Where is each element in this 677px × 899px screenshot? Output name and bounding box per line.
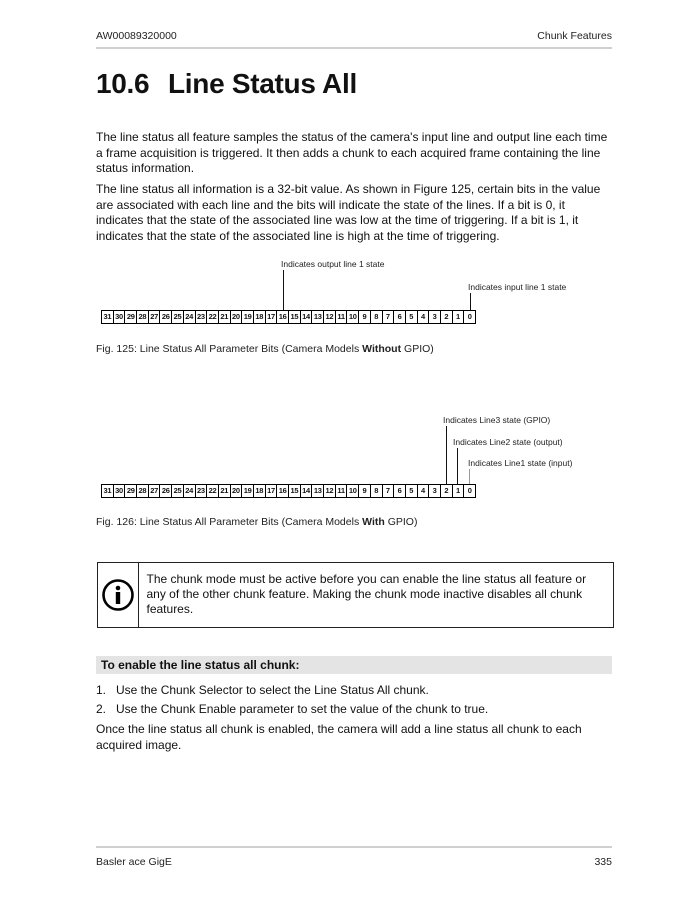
bit-cell-12: 12 (324, 311, 336, 323)
bit-cell-3: 3 (429, 311, 441, 323)
bit-cell-19: 19 (242, 311, 254, 323)
bit-cell-14: 14 (301, 485, 313, 497)
bit-cell-16: 16 (277, 485, 289, 497)
bit-cell-26: 26 (160, 311, 172, 323)
note-icon-cell (98, 563, 139, 627)
bit-cell-2: 2 (441, 485, 453, 497)
bit-cell-0: 0 (467, 312, 472, 321)
bit-cell-27: 27 (149, 485, 161, 497)
step-text: Use the Chunk Selector to select the Line Status All chunk. (116, 683, 429, 697)
bit-cell-30: 30 (114, 311, 126, 323)
bit-cell-27: 27 (149, 311, 161, 323)
annotation-line1-input: Indicates Line1 state (input) (468, 458, 573, 468)
bit-cell-16: 16 (277, 311, 289, 323)
section-title-text: Line Status All (168, 68, 357, 99)
step-number: 1. (96, 683, 107, 697)
footer-product: Basler ace GigE (96, 856, 172, 868)
procedure-heading-text: To enable the line status all chunk: (101, 658, 300, 672)
procedure-heading (96, 656, 612, 674)
bit-cell-25: 25 (172, 485, 184, 497)
bit-cell-6: 6 (394, 311, 406, 323)
bit-cell-22: 22 (207, 485, 219, 497)
bit-cell-24: 24 (184, 485, 196, 497)
figure-126-caption (96, 516, 417, 528)
bit-cell-20: 20 (231, 311, 243, 323)
bit-cell-13: 13 (312, 485, 324, 497)
footer-divider (96, 846, 612, 848)
header-divider (96, 47, 612, 49)
bit-cell-0: 0 (467, 486, 472, 495)
bit-cell-23: 23 (196, 311, 208, 323)
step-number: 2. (96, 702, 107, 716)
footer-page-number: 335 (594, 856, 612, 868)
bit-cell-31: 31 (102, 311, 114, 323)
bit-cell-28: 28 (137, 485, 149, 497)
bit-cell-7: 7 (383, 485, 395, 497)
annotation-line3-gpio: Indicates Line3 state (GPIO) (443, 415, 551, 425)
info-icon (101, 578, 135, 612)
bit-cell-18: 18 (254, 311, 266, 323)
bit-cell-8: 8 (371, 311, 383, 323)
bit-cell-31: 31 (102, 485, 114, 497)
procedure-step (96, 702, 488, 716)
bit-cell-5: 5 (406, 485, 418, 497)
bit-cell-28: 28 (137, 311, 149, 323)
caption-text: GPIO) (401, 343, 434, 355)
bit-cell-24: 24 (184, 311, 196, 323)
leader-line-bit16 (283, 270, 284, 310)
bit-field-bar (101, 310, 476, 324)
leader-line-bit2 (446, 426, 447, 484)
info-note-box (97, 562, 614, 628)
bit-cell-21: 21 (219, 485, 231, 497)
bit-cell-29: 29 (125, 485, 137, 497)
bit-cell-23: 23 (196, 485, 208, 497)
bit-cell-15: 15 (289, 485, 301, 497)
bit-cell-11: 11 (336, 485, 348, 497)
caption-text: Fig. 126: Line Status All Parameter Bits (Camera Models (96, 516, 363, 528)
caption-emphasis: Without (362, 343, 402, 355)
annotation-input-line1: Indicates input line 1 state (468, 282, 567, 292)
header-doc-id: AW00089320000 (96, 30, 177, 42)
bit-cell-10: 10 (347, 311, 359, 323)
bit-cell-30: 30 (114, 485, 126, 497)
note-text: The chunk mode must be active before you can enable the line status all feature or any of the other chunk feature. Making the chunk mode inactive disables all chunk features. (146, 572, 587, 616)
bit-cell-1: 1 (453, 311, 465, 323)
header-chapter: Chunk Features (537, 30, 612, 42)
step-text: Use the Chunk Enable parameter to set the value of the chunk to true. (116, 702, 489, 716)
figure-125-caption (96, 343, 434, 355)
section-title (96, 68, 357, 100)
caption-emphasis: With (362, 516, 385, 528)
annotation-output-line1: Indicates output line 1 state (281, 259, 385, 269)
annotation-line2-output: Indicates Line2 state (output) (453, 437, 563, 447)
bit-field-bar (101, 484, 476, 498)
bit-cell-4: 4 (418, 485, 430, 497)
bit-cell-3: 3 (429, 485, 441, 497)
bit-cell-17: 17 (266, 485, 278, 497)
bit-cell-14: 14 (301, 311, 313, 323)
bit-cell-25: 25 (172, 311, 184, 323)
bit-cell-2: 2 (441, 311, 453, 323)
caption-text: GPIO) (384, 516, 418, 528)
bit-cell-17: 17 (266, 311, 278, 323)
bit-cell-19: 19 (242, 485, 254, 497)
bit-cell-12: 12 (324, 485, 336, 497)
leader-line-bit1 (457, 448, 458, 484)
intro-paragraph: The line status all feature samples the status of the camera's input line and output line each time a frame acquisition is triggered. It then adds a chunk to each acquired frame containing the line status information. (96, 130, 608, 175)
leader-line-bit0 (469, 469, 470, 484)
bit-cell-4: 4 (418, 311, 430, 323)
caption-text: Fig. 125: Line Status All Parameter Bits (Camera Models (96, 343, 363, 355)
procedure-step (96, 683, 429, 697)
bit-cell-13: 13 (312, 311, 324, 323)
bit-cell-15: 15 (289, 311, 301, 323)
bit-cell-9: 9 (359, 485, 371, 497)
bit-cell-1: 1 (453, 485, 465, 497)
bit-cell-9: 9 (359, 311, 371, 323)
bit-cell-22: 22 (207, 311, 219, 323)
bit-cell-5: 5 (406, 311, 418, 323)
bit-cell-7: 7 (383, 311, 395, 323)
bit-description-paragraph: The line status all information is a 32-bit value. As shown in Figure 125, certain bits in the value are associated with each line and the bits will indicate the state of the lines. If a bit is 0, it indicates that the state of the associated line was low at the time of triggering. If a bit is 1, it indicates that the state of the associated line is high at the time of triggering. (96, 182, 601, 243)
bit-cell-6: 6 (394, 485, 406, 497)
bit-cell-29: 29 (125, 311, 137, 323)
leader-line-bit0 (470, 293, 471, 310)
bit-cell-11: 11 (336, 311, 348, 323)
bit-cell-10: 10 (347, 485, 359, 497)
bit-cell-8: 8 (371, 485, 383, 497)
section-number: 10.6 (96, 68, 150, 99)
procedure-closing: Once the line status all chunk is enabled, the camera will add a line status all chunk to each acquired image. (96, 722, 582, 752)
bit-cell-26: 26 (160, 485, 172, 497)
bit-cell-20: 20 (231, 485, 243, 497)
bit-cell-21: 21 (219, 311, 231, 323)
bit-cell-18: 18 (254, 485, 266, 497)
